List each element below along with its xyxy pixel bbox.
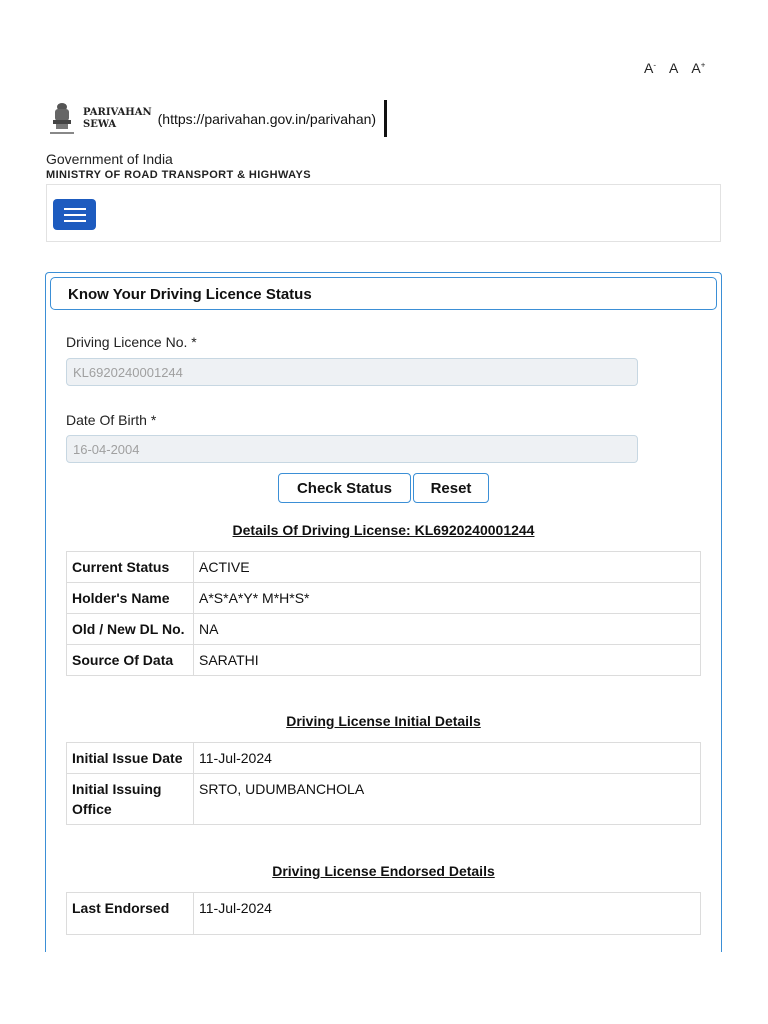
dob-input[interactable] bbox=[66, 435, 638, 463]
check-status-button[interactable]: Check Status bbox=[278, 473, 411, 503]
table-row: Current Status ACTIVE bbox=[67, 552, 701, 583]
font-normal-button[interactable]: A bbox=[669, 60, 679, 76]
national-emblem-icon bbox=[47, 100, 77, 138]
initial-details-table bbox=[66, 742, 701, 825]
government-label: Government of India bbox=[46, 151, 173, 167]
card-title: Know Your Driving Licence Status bbox=[50, 277, 717, 310]
navbar bbox=[46, 184, 721, 242]
dl-number-input[interactable] bbox=[66, 358, 638, 386]
endorsed-details-title: Driving License Endorsed Details bbox=[272, 863, 495, 879]
brand-header bbox=[47, 100, 376, 138]
dl-number-label: Driving Licence No. * bbox=[66, 334, 197, 350]
font-size-controls bbox=[644, 60, 705, 76]
table-row: Initial Issuing Office SRTO, UDUMBANCHOLA bbox=[67, 774, 701, 825]
ministry-label: MINISTRY OF ROAD TRANSPORT & HIGHWAYS bbox=[46, 169, 311, 181]
table-row: Old / New DL No. NA bbox=[67, 614, 701, 645]
table-row: Initial Issue Date 11-Jul-2024 bbox=[67, 743, 701, 774]
reset-button[interactable]: Reset bbox=[413, 473, 489, 503]
initial-details-title: Driving License Initial Details bbox=[286, 713, 481, 729]
header-divider bbox=[384, 100, 387, 137]
dob-label: Date Of Birth * bbox=[66, 412, 157, 428]
details-title: Details Of Driving License: KL6920240001244 bbox=[232, 522, 535, 538]
font-increase-button[interactable]: A+ bbox=[691, 60, 706, 76]
table-row: Last Endorsed 11-Jul-2024 bbox=[67, 893, 701, 935]
endorsed-details-table bbox=[66, 892, 701, 935]
font-decrease-button[interactable]: A- bbox=[644, 60, 657, 76]
table-row: Source Of Data SARATHI bbox=[67, 645, 701, 676]
details-table bbox=[66, 551, 701, 676]
brand-name: PARIVAHAN SEWA bbox=[83, 107, 152, 130]
parivahan-link[interactable]: (https://parivahan.gov.in/parivahan) bbox=[157, 111, 377, 127]
table-row: Holder's Name A*S*A*Y* M*H*S* bbox=[67, 583, 701, 614]
dl-status-card bbox=[45, 272, 722, 952]
hamburger-menu-icon[interactable] bbox=[53, 199, 96, 230]
